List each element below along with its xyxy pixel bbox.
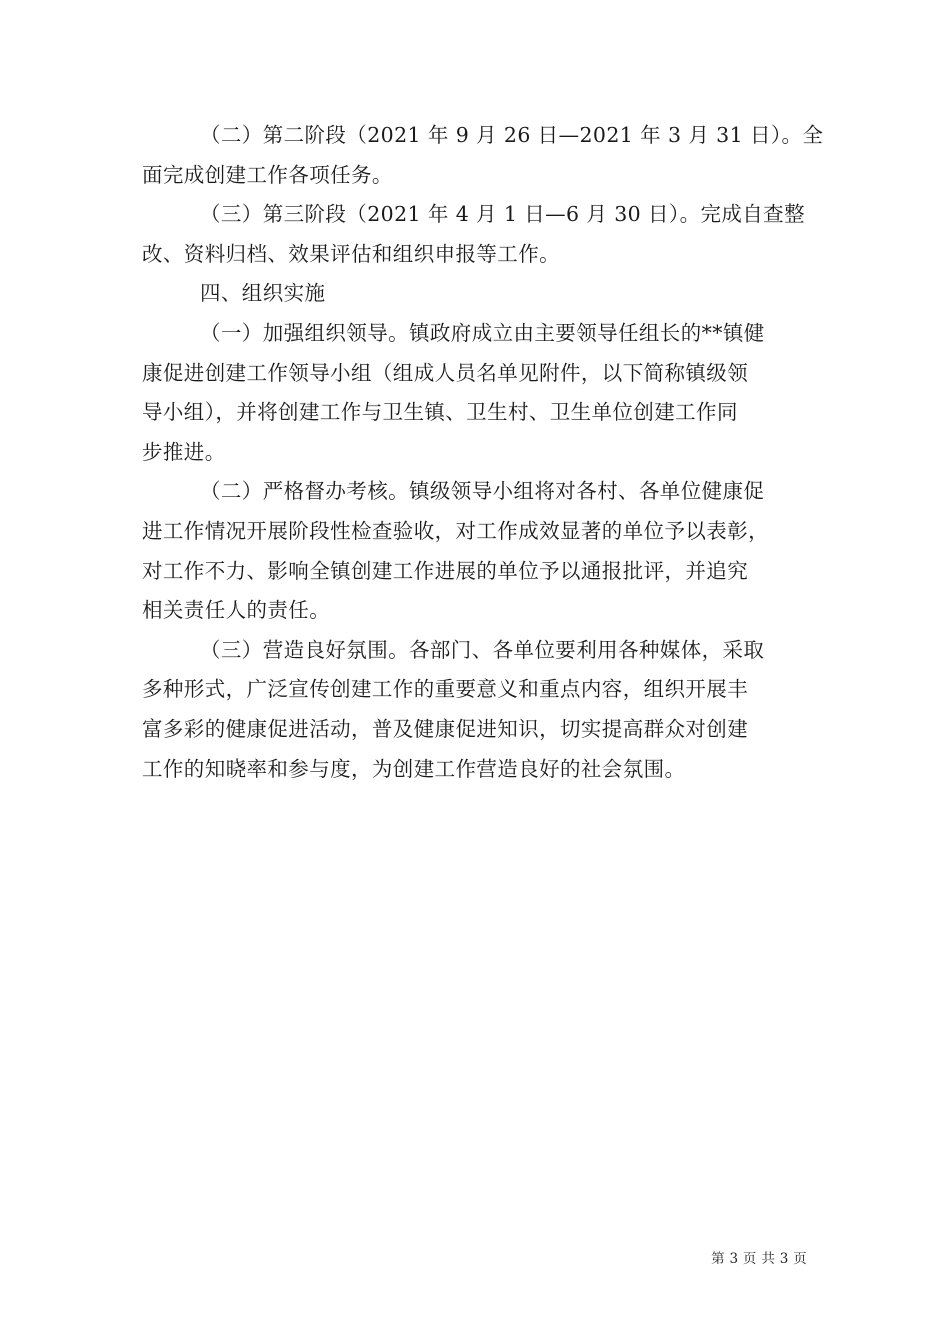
document-body [142,116,824,789]
text-line: 对工作不力、影响全镇创建工作进展的单位予以通报批评，并追究 [142,558,749,583]
paragraph-leadership [142,314,808,472]
paragraph-stage-three [142,195,808,274]
text-line: 改、资料归档、效果评估和组织申报等工作。 [142,241,560,266]
section-heading-organization [142,274,808,314]
text-line: （三）第三阶段（2021 年 4 月 1 日—6 月 30 日）。完成自查整 [200,202,805,227]
paragraph-atmosphere [142,631,808,789]
text-line: （一）加强组织领导。镇政府成立由主要领导任组长的**镇健 [200,320,765,345]
text-line: 工作的知晓率和参与度，为创建工作营造良好的社会氛围。 [142,756,686,781]
text-line: 步推进。 [142,439,226,464]
paragraph-stage-two [142,116,824,195]
text-line: （二）第二阶段（2021 年 9 月 26 日—2021 年 3 月 31 日）。全 [200,123,824,147]
text-line: 富多彩的健康促进活动，普及健康促进知识，切实提高群众对创建 [142,716,749,741]
page-number: 第 3 页 共 3 页 [711,1251,807,1267]
section-heading: 四、组织实施 [200,281,326,306]
text-line: （三）营造良好氛围。各部门、各单位要利用各种媒体，采取 [200,637,765,662]
text-line: 多种形式，广泛宣传创建工作的重要意义和重点内容，组织开展丰 [142,677,749,702]
text-line: （二）严格督办考核。镇级领导小组将对各村、各单位健康促 [200,479,765,504]
text-line: 相关责任人的责任。 [142,598,331,623]
text-line: 面完成创建工作各项任务。 [142,162,393,187]
text-line: 进工作情况开展阶段性检查验收，对工作成效显著的单位予以表彰， [142,518,769,543]
paragraph-supervision [142,472,808,630]
text-line: 康促进创建工作领导小组（组成人员名单见附件，以下简称镇级领 [142,360,749,385]
text-line: 导小组），并将创建工作与卫生镇、卫生村、卫生单位创建工作同 [142,400,738,425]
